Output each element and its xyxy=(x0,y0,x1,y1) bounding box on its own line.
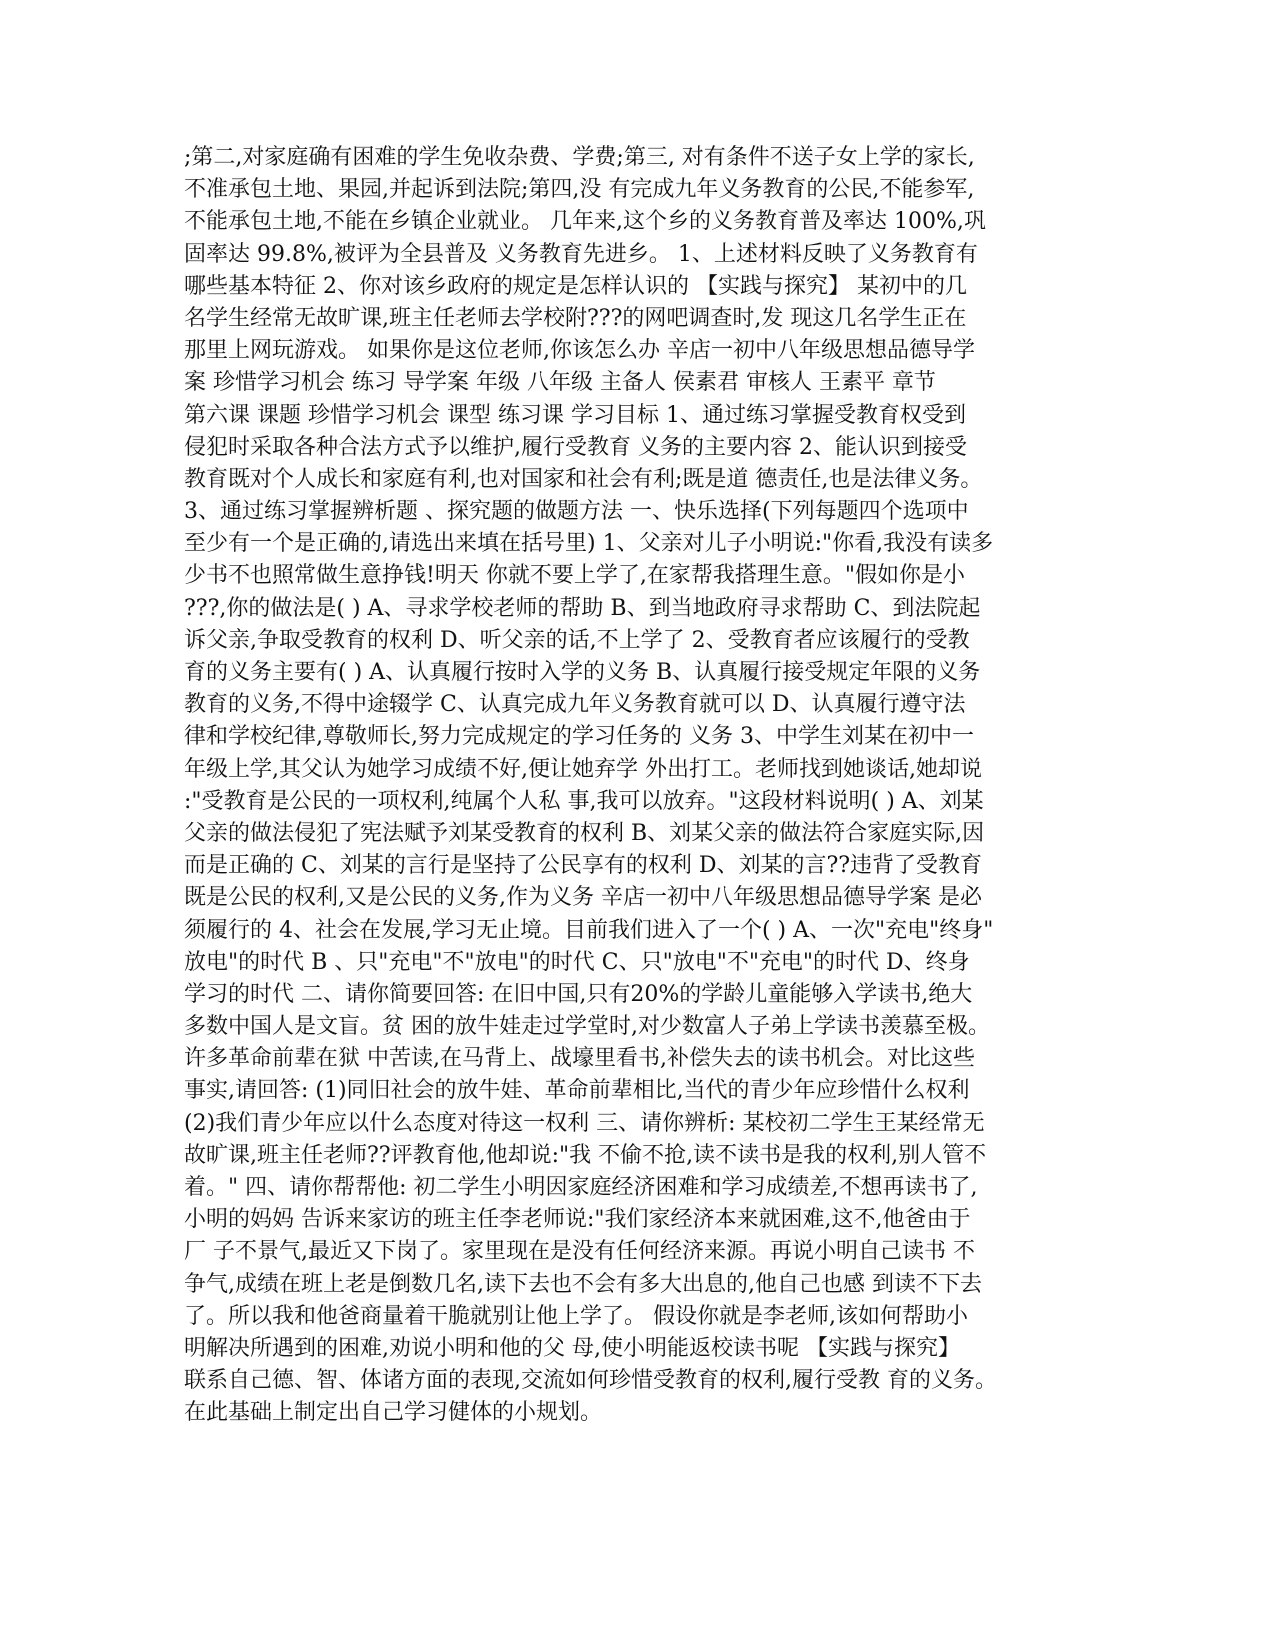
text-line: 着。" 四、请你帮帮他: 初二学生小明因家庭经济困难和学习成绩差,不想再读书了, xyxy=(184,1175,978,1200)
text-line: 了。所以我和他爸商量着干脆就别让他上学了。 假设你就是李老师,该如何帮助小 xyxy=(184,1303,968,1329)
text-line: 小明的妈妈 告诉来家访的班主任李老师说:"我们家经济本来就困难,这不,他爸由于 xyxy=(184,1207,971,1233)
text-line: ???,你的做法是( ) A、寻求学校老师的帮助 B、到当地政府寻求帮助 C、到法院起 xyxy=(184,595,981,621)
text-line: 3、通过练习掌握辨析题 、探究题的做题方法 一、快乐选择(下列每题四个选项中 xyxy=(184,499,969,525)
text-line: 而是正确的 C、刘某的言行是坚持了公民享有的权利 D、刘某的言??违背了受教育 xyxy=(184,853,983,879)
text-line: 学习的时代 二、请你简要回答: 在旧中国,只有20%的学龄儿童能够入学读书,绝大 xyxy=(184,981,973,1007)
text-line: 教育既对个人成长和家庭有利,也对国家和社会有利;既是道 德责任,也是法律义务。 xyxy=(184,466,983,492)
text-line: 不准承包土地、果园,并起诉到法院;第四,没 有完成九年义务教育的公民,不能参军, xyxy=(184,177,975,203)
text-line: 须履行的 4、社会在发展,学习无止境。目前我们进入了一个( ) A、一次"充电"终身" xyxy=(184,917,994,943)
text-line: 父亲的做法侵犯了宪法赋予刘某受教育的权利 B、刘某父亲的做法符合家庭实际,因 xyxy=(184,820,985,846)
text-line: 既是公民的权利,又是公民的义务,作为义务 辛店一初中八年级思想品德导学案 是必 xyxy=(184,885,982,911)
text-line: 厂 子不景气,最近又下岗了。家里现在是没有任何经济来源。再说小明自己读书 不 xyxy=(184,1239,975,1265)
text-line: 明解决所遇到的困难,劝说小明和他的父 母,使小明能返校读书呢 【实践与探究】 xyxy=(184,1335,960,1361)
text-line: 争气,成绩在班上老是倒数几名,读下去也不会有多大出息的,他自己也感 到读不下去 xyxy=(184,1271,982,1297)
text-line: 固率达 99.8%,被评为全县普及 义务教育先进乡。 1、上述材料反映了义务教育有 xyxy=(184,241,978,267)
text-line: 不能承包土地,不能在乡镇企业就业。 几年来,这个乡的义务教育普及率达 100%,巩 xyxy=(184,209,986,235)
text-line: 那里上网玩游戏。 如果你是这位老师,你该怎么办 辛店一初中八年级思想品德导学 xyxy=(184,338,975,364)
text-line: ;第二,对家庭确有困难的学生免收杂费、学费;第三, 对有条件不送子女上学的家长, xyxy=(184,145,975,170)
text-line: 多数中国人是文盲。贫 困的放牛娃走过学堂时,对少数富人子弟上学读书羡慕至极。 xyxy=(184,1014,990,1040)
text-line: 诉父亲,争取受教育的权利 D、听父亲的话,不上学了 2、受教育者应该履行的受教 xyxy=(184,627,970,653)
text-line: 第六课 课题 珍惜学习机会 课型 练习课 学习目标 1、通过练习掌握受教育权受到 xyxy=(184,402,966,428)
text-line: 哪些基本特征 2、你对该乡政府的规定是怎样认识的 【实践与探究】 某初中的几 xyxy=(184,273,967,299)
text-line: 律和学校纪律,尊敬师长,努力完成规定的学习任务的 义务 3、中学生刘某在初中一 xyxy=(184,724,974,750)
text-line: 侵犯时采取各种合法方式予以维护,履行受教育 义务的主要内容 2、能认识到接受 xyxy=(184,434,967,460)
text-line: 许多革命前辈在狱 中苦读,在马背上、战壕里看书,补偿失去的读书机会。对比这些 xyxy=(184,1046,975,1072)
text-line: 年级上学,其父认为她学习成绩不好,便让她弃学 外出打工。老师找到她谈话,她却说 xyxy=(184,756,982,782)
text-line: 教育的义务,不得中途辍学 C、认真完成九年义务教育就可以 D、认真履行遵守法 xyxy=(184,692,966,718)
text-line: 事实,请回答: (1)同旧社会的放牛娃、革命前辈相比,当代的青少年应珍惜什么权利 xyxy=(184,1078,970,1104)
text-line: 育的义务主要有( ) A、认真履行按时入学的义务 B、认真履行接受规定年限的义务 xyxy=(184,660,981,685)
text-line: 少书不也照常做生意挣钱!明天 你就不要上学了,在家帮我搭理生意。"假如你是小 xyxy=(184,563,965,589)
text-line: 至少有一个是正确的,请选出来填在括号里) 1、父亲对儿子小明说:"你看,我没有读多 xyxy=(184,531,994,557)
text-line: 故旷课,班主任老师??评教育他,他却说:"我 不偷不抢,读不读书是我的权利,别人管不 xyxy=(184,1142,987,1168)
text-line: 联系自己德、智、体诸方面的表现,交流如何珍惜受教育的权利,履行受教 育的义务。 xyxy=(184,1368,997,1394)
text-line: 放电"的时代 B 、只"充电"不"放电"的时代 C、只"放电"不"充电"的时代 D、终身 xyxy=(184,949,970,975)
text-line: :"受教育是公民的一项权利,纯属个人私 事,我可以放弃。"这段材料说明( ) A、刘某 xyxy=(184,788,984,814)
text-line: 在此基础上制定出自己学习健体的小规划。 xyxy=(184,1400,603,1426)
text-line: (2)我们青少年应以什么态度对待这一权利 三、请你辨析: 某校初二学生王某经常无 xyxy=(184,1110,985,1136)
text-line: 名学生经常无故旷课,班主任老师去学校附???的网吧调查时,发 现这几名学生正在 xyxy=(184,305,967,331)
text-line: 案 珍惜学习机会 练习 导学案 年级 八年级 主备人 侯素君 审核人 王素平 章节 xyxy=(184,370,936,396)
body-text xyxy=(184,142,1084,1430)
